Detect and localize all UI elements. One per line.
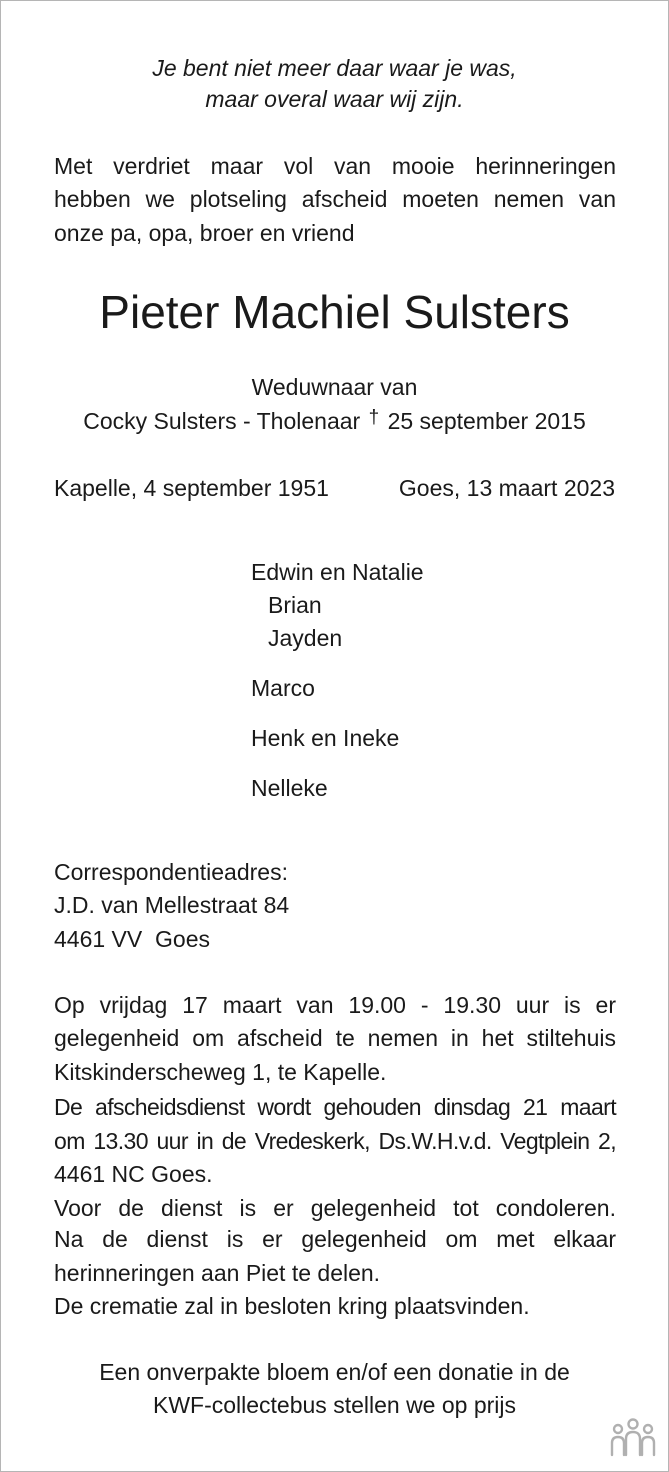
- family-brian: Brian: [268, 592, 322, 618]
- family-henk-ineke: Henk en Ineke: [251, 725, 400, 751]
- spouse-line: [0, 404, 669, 441]
- people-group-icon: [609, 1417, 657, 1457]
- intro-line-1: Met verdriet maar vol van mooie herinneringen: [54, 153, 616, 179]
- deceased-name: Pieter Machiel Sulsters: [99, 286, 570, 338]
- details-line-9: herinneringen aan Piet te delen.: [54, 1260, 381, 1286]
- details-line-7: Voor de dienst is er gelegenheid tot condoleren.: [54, 1195, 616, 1221]
- spouse-death-date: 25 september 2015: [387, 408, 586, 434]
- spouse-name: Cocky Sulsters - Tholenaar: [83, 408, 361, 434]
- spouse-label: Weduwnaar van: [251, 374, 418, 400]
- details-line-2: gelegenheid om afscheid te nemen in het stiltehuis: [54, 1025, 616, 1051]
- details-line-1: Op vrijdag 17 maart van 19.00 - 19.30 uur is er: [54, 992, 616, 1018]
- intro-line-2: hebben we plotseling afscheid moeten nemen van: [54, 186, 616, 212]
- details-line-5: om 13.30 uur in de Vredeskerk, Ds.W.H.v.d. Vegtplein 2,: [54, 1128, 616, 1154]
- address-label: Correspondentieadres:: [54, 859, 288, 885]
- family-edwin-natalie: Edwin en Natalie: [251, 559, 424, 585]
- details-line-8: Na de dienst is er gelegenheid om met elkaar: [54, 1226, 616, 1252]
- address-city: 4461 VV Goes: [54, 926, 210, 952]
- details-line-4: De afscheidsdienst wordt gehouden dinsdag 21 maart: [54, 1094, 616, 1120]
- address-street: J.D. van Mellestraat 84: [54, 892, 290, 918]
- closing-line-1: Een onverpakte bloem en/of een donatie in de: [99, 1359, 570, 1385]
- family-nelleke: Nelleke: [251, 775, 328, 801]
- birth-info: Kapelle, 4 september 1951: [54, 475, 329, 501]
- motto-line-1: Je bent niet meer daar waar je was,: [152, 55, 517, 81]
- details-line-3: Kitskinderscheweg 1, te Kapelle.: [54, 1059, 387, 1085]
- closing-line-2: KWF-collectebus stellen we op prijs: [152, 1392, 517, 1418]
- cross-icon: †: [368, 407, 380, 428]
- motto-line-2: maar overal waar wij zijn.: [205, 86, 464, 112]
- family-marco: Marco: [251, 675, 315, 701]
- details-line-10: De crematie zal in besloten kring plaatsvinden.: [54, 1293, 530, 1319]
- intro-line-3: onze pa, opa, broer en vriend: [54, 220, 355, 246]
- details-line-6: 4461 NC Goes.: [54, 1161, 213, 1187]
- family-jayden: Jayden: [268, 625, 343, 651]
- death-info: Goes, 13 maart 2023: [398, 475, 615, 501]
